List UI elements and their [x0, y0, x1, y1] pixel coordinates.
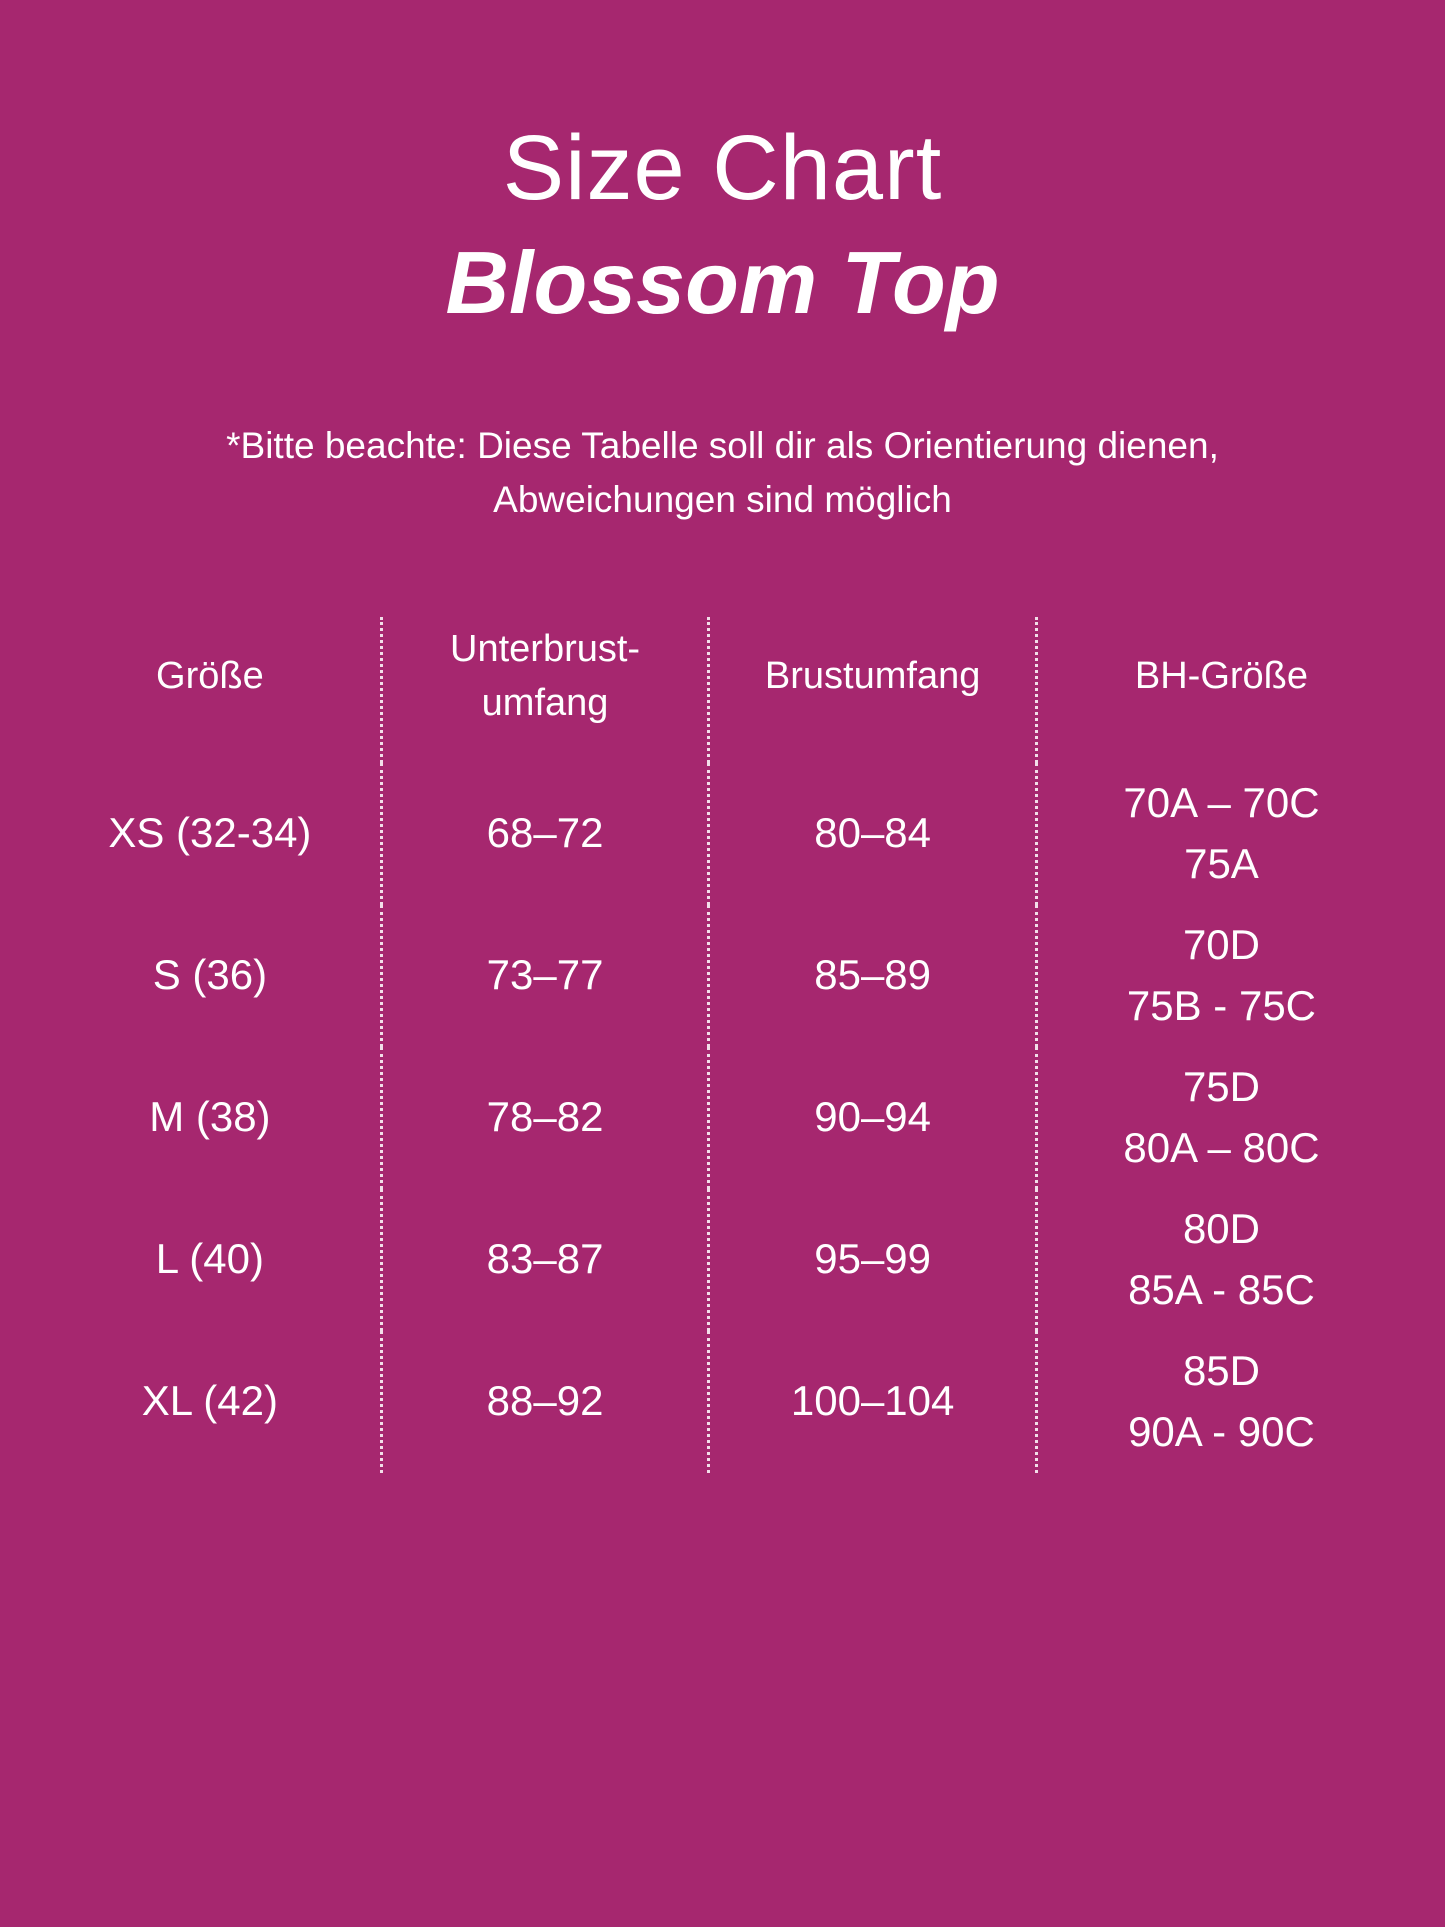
cell-underbust: 78–82: [381, 1047, 709, 1189]
cell-bra-size-line-2: 85A - 85C: [1128, 1265, 1315, 1313]
table-row: [40, 763, 1405, 905]
cell-bust: 100–104: [709, 1331, 1037, 1473]
table-row: [40, 1331, 1405, 1473]
cell-bra-size: [1036, 1189, 1405, 1331]
disclaimer-line-2: Abweichungen sind möglich: [493, 479, 952, 521]
cell-underbust: 68–72: [381, 763, 709, 905]
table-header-row: [40, 617, 1405, 763]
column-header-bust: Brustumfang: [709, 617, 1037, 763]
product-name: Blossom Top: [445, 232, 1000, 332]
cell-bra-size-line-1: 80D: [1182, 1205, 1260, 1253]
cell-size: S (36): [152, 951, 268, 999]
cell-bra-size: [1036, 905, 1405, 1047]
cell-size: M (38): [149, 1093, 271, 1141]
cell-bra-size-line-1: 70A – 70C: [1123, 779, 1320, 827]
cell-underbust: 73–77: [381, 905, 709, 1047]
column-header-size: Größe: [156, 654, 264, 697]
cell-bra-size-line-1: 85D: [1182, 1347, 1260, 1395]
cell-size: XS (32-34): [108, 809, 312, 857]
cell-bust: 80–84: [709, 763, 1037, 905]
cell-size: XL (42): [141, 1377, 278, 1425]
table-row: [40, 1189, 1405, 1331]
disclaimer-line-1: *Bitte beachte: Diese Tabelle soll dir als Orientierung dienen,: [226, 425, 1219, 467]
cell-bra-size: [1036, 1047, 1405, 1189]
column-header-bra-size: BH-Größe: [1036, 617, 1405, 763]
column-header-underbust: [381, 617, 709, 763]
table-row: [40, 1047, 1405, 1189]
cell-bra-size-line-2: 90A - 90C: [1128, 1407, 1315, 1455]
table-row: [40, 905, 1405, 1047]
cell-bra-size-line-2: 80A – 80C: [1123, 1123, 1320, 1171]
cell-bust: 85–89: [709, 905, 1037, 1047]
cell-bra-size-line-1: 75D: [1182, 1063, 1260, 1111]
cell-bust: 95–99: [709, 1189, 1037, 1331]
cell-bra-size-line-1: 70D: [1182, 921, 1260, 969]
cell-bra-size-line-2: 75A: [1184, 839, 1259, 887]
cell-bust: 90–94: [709, 1047, 1037, 1189]
size-table: [40, 617, 1405, 1473]
cell-bra-size-line-2: 75B - 75C: [1126, 981, 1317, 1029]
size-table-container: [0, 617, 1445, 1473]
column-header-underbust-line-1: Unterbrust-: [450, 628, 641, 671]
cell-size: L (40): [155, 1235, 264, 1283]
page-title: Size Chart: [502, 117, 943, 219]
size-table-head: [40, 617, 1405, 763]
size-table-body: [40, 763, 1405, 1473]
page-header: [0, 0, 1445, 331]
disclaimer-note: [55, 419, 1390, 526]
cell-bra-size: [1036, 1331, 1405, 1473]
cell-bra-size: [1036, 763, 1405, 905]
cell-underbust: 83–87: [381, 1189, 709, 1331]
column-header-underbust-line-2: umfang: [481, 681, 609, 724]
cell-underbust: 88–92: [381, 1331, 709, 1473]
